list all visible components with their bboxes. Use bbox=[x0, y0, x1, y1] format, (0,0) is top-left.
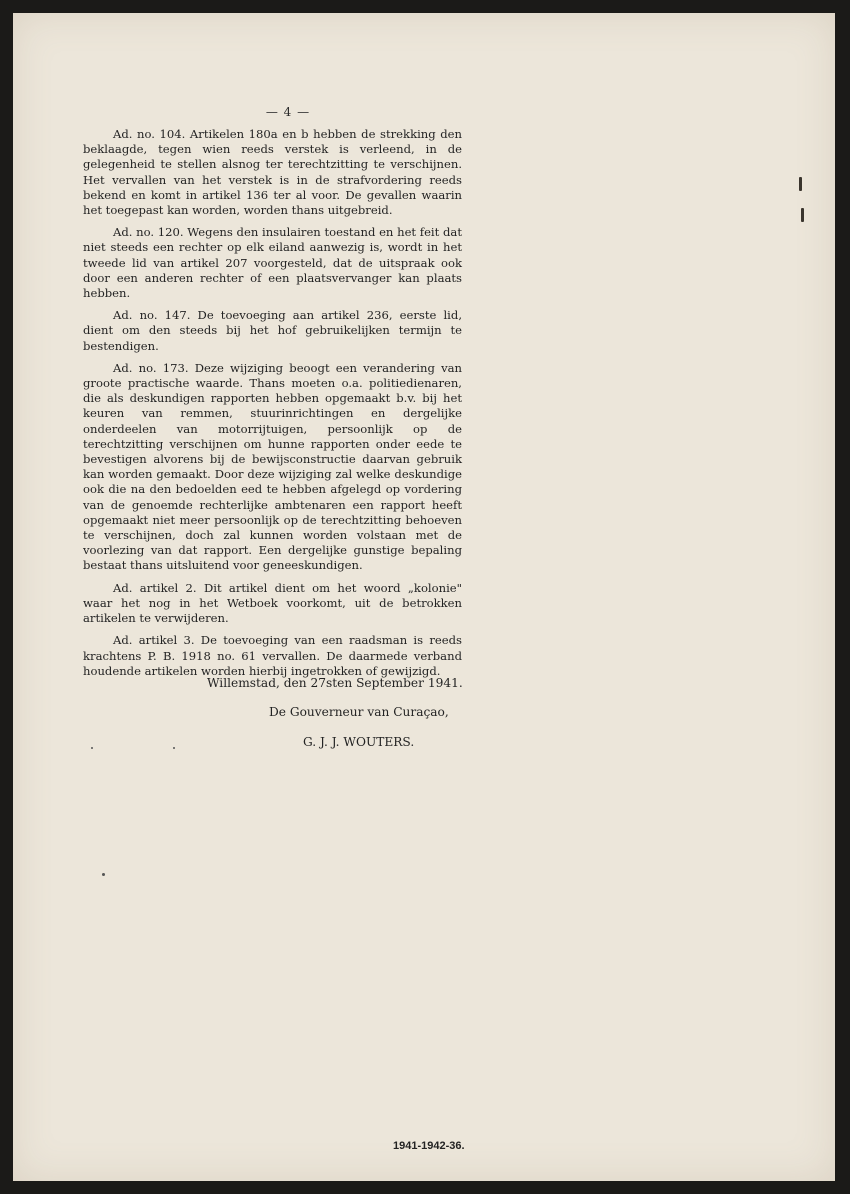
document-page bbox=[13, 13, 835, 1181]
paragraph-ad-artikel-3: Ad. artikel 3. De toevoeging van een raadsman is reeds krachtens P. B. 1918 no. 61 vervallen. De daarmede verband houdende artikelen worden hierbij ingetrokken of gewijzigd. bbox=[83, 633, 462, 678]
paper-speck bbox=[102, 873, 105, 876]
paper-speck bbox=[173, 747, 175, 749]
paragraph-ad-173: Ad. no. 173. Deze wijziging beoogt een verandering van groote practische waarde. Thans moeten o.a. politiedienaren, die als deskundigen rapporten hebben opgemaakt b.v. bij het keuren van remmen, stuurinrichtingen en dergelijke onderdeelen van motorrijtuigen, persoonlijk op de terechtzitting verschijnen om hunne rapporten onder eede te bevestigen alvorens bij de bewijsconstructie daarvan gebruik kan worden gemaakt. Door deze wijziging zal welke deskundige ook die na den bedoelden eed te hebben afgelegd op vordering van de genoemde rechterlijke ambtenaren een rapport heeft opgemaakt niet meer persoonlijk op de terechtzitting behoeven te verschijnen, doch zal kunnen worden volstaan met de voorlezing van dat rapport. Een dergelijke gunstige bepaling bestaat thans uitsluitend voor geneeskundigen. bbox=[83, 360, 462, 573]
margin-mark bbox=[801, 208, 804, 222]
paragraph-ad-artikel-2: Ad. artikel 2. Dit artikel dient om het woord „kolonie" waar het nog in het Wetboek voorkomt, uit de betrokken artikelen te verwijderen. bbox=[83, 580, 462, 626]
place-date: Willemstad, den 27sten September 1941. bbox=[207, 676, 463, 690]
signatory-title: De Gouverneur van Curaçao, bbox=[269, 705, 449, 719]
page-number: — 4 — bbox=[265, 105, 311, 119]
margin-mark bbox=[799, 177, 802, 191]
paragraph-ad-147: Ad. no. 147. De toevoeging aan artikel 236, eerste lid, dient om den steeds bij het hof gebruikelijken termijn te bestendigen. bbox=[83, 308, 462, 353]
paper-speck bbox=[91, 747, 93, 749]
footer-code: 1941-1942-36. bbox=[393, 1140, 465, 1152]
paragraph-ad-104: Ad. no. 104. Artikelen 180a en b hebben de strekking den beklaagde, tegen wien reeds verstek is verleend, in de gelegenheid te stellen alsnog ter terechtzitting te verschijnen. Het vervallen van het verstek is in de strafvordering reeds bekend en komt in artikel 136 ter al voor. De gevallen waarin het toegepast kan worden, worden thans uitgebreid. bbox=[83, 127, 462, 218]
body-text bbox=[83, 127, 462, 686]
paragraph-ad-120: Ad. no. 120. Wegens den insulairen toestand en het feit dat niet steeds een rechter op elk eiland aanwezig is, wordt in het tweede lid van artikel 207 voorgesteld, dat de uitspraak ook door een anderen rechter of een plaatsvervanger kan plaats hebben. bbox=[83, 225, 462, 301]
signatory-name: G. J. J. WOUTERS. bbox=[303, 735, 415, 749]
